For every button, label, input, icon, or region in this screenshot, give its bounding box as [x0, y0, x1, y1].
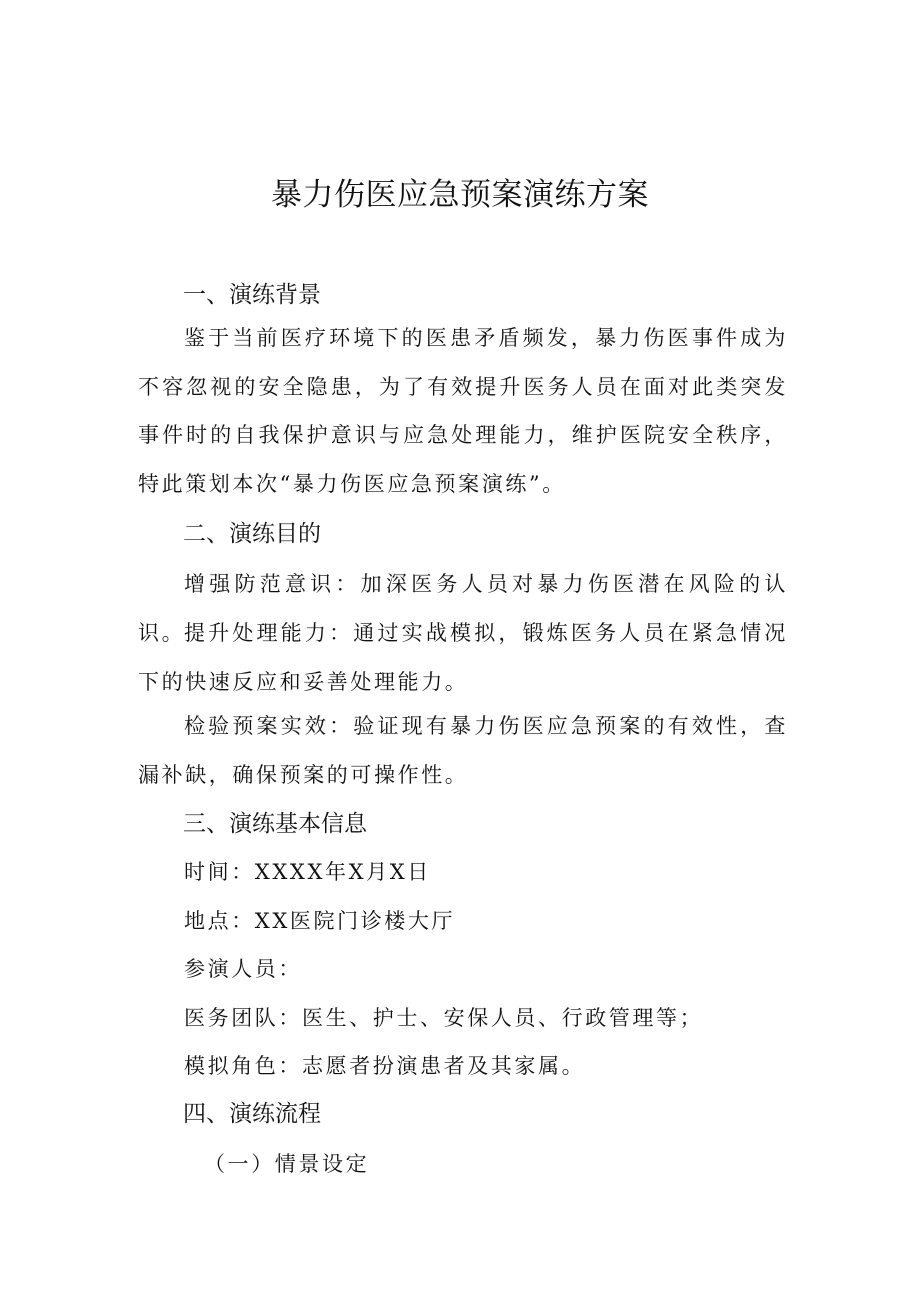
section-heading-basic-info: 三、演练基本信息	[183, 811, 367, 837]
info-time: 时间：XXXX年X月X日	[184, 860, 431, 884]
background-paragraph: 鉴于当前医疗环境下的医患矛盾频发，暴力伤医事件成为不容忽视的安全隐患，为了有效提升医务人员在面对此类突发事件时的自我保护意识与应急处理能力，维护医院安全秩序，特此策划本次“暴力伤医应急预案演练”。	[138, 326, 788, 496]
purpose-item-capability: 提升处理能力：通过实战模拟，锻炼医务人员在紧急情况下的快速反应和妥善处理能力。	[138, 621, 788, 694]
info-place: 地点：XX医院门诊楼大厅	[184, 909, 456, 933]
process-subheading-scenario: （一）情景设定	[204, 1152, 370, 1176]
section-heading-process: 四、演练流程	[183, 1101, 321, 1127]
purpose-item-awareness: 增强防范意识：加深医务人员对暴力伤医潜在风险的认识。	[138, 572, 788, 645]
section-heading-background: 一、演练背景	[183, 282, 321, 308]
info-simulated-roles: 模拟角色：志愿者扮演患者及其家属。	[184, 1054, 586, 1078]
purpose-item-verification: 检验预案实效：验证现有暴力伤医应急预案的有效性，查漏补缺，确保预案的可操作性。	[138, 714, 788, 787]
info-participants: 参演人员：	[184, 957, 302, 981]
document-title: 暴力伤医应急预案演练方案	[271, 177, 649, 213]
info-medical-team: 医务团队：医生、护士、安保人员、行政管理等；	[184, 1006, 704, 1030]
section-heading-purpose: 二、演练目的	[183, 521, 321, 547]
